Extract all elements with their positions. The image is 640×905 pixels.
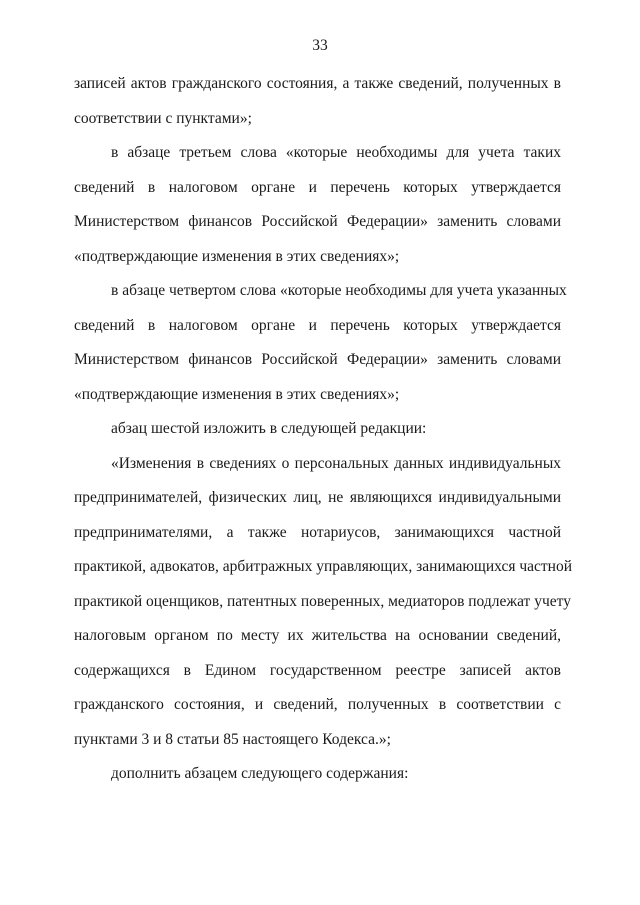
- text-line: гражданского состояния, и сведений, полученных в соответствии с: [74, 696, 561, 713]
- text-line: практикой, адвокатов, арбитражных управляющих, занимающихся частной: [74, 558, 572, 575]
- text-line: предпринимателей, физических лиц, не являющихся индивидуальными: [74, 489, 561, 506]
- text-line: «Изменения в сведениях о персональных данных индивидуальных: [111, 454, 561, 472]
- text-line: записей актов гражданского состояния, а также сведений, полученных в: [74, 75, 561, 92]
- text-line: сведений в налоговом органе и перечень которых утверждается: [74, 178, 561, 196]
- document-body: [74, 74, 572, 799]
- text-line: «подтверждающие изменения в этих сведениях»;: [74, 385, 400, 403]
- text-line: Министерством финансов Российской Федерации» заменить словами: [74, 213, 561, 230]
- text-line: дополнить абзацем следующего содержания:: [111, 765, 409, 782]
- text-line: соответствии с пунктами»;: [74, 109, 252, 127]
- text-line: налоговым органом по месту их жительства на основании сведений,: [74, 627, 561, 644]
- text-line: в абзаце третьем слова «которые необходимы для учета таких: [111, 144, 561, 161]
- text-line: в абзаце четвертом слова «которые необходимы для учета указанных: [111, 282, 567, 299]
- text-line: Министерством финансов Российской Федерации» заменить словами: [74, 351, 561, 368]
- text-line: абзац шестой изложить в следующей редакции:: [111, 420, 427, 437]
- text-line: пунктами 3 и 8 статьи 85 настоящего Кодекса.»;: [74, 730, 391, 748]
- text-line: практикой оценщиков, патентных поверенных, медиаторов подлежат учету: [74, 592, 571, 610]
- text-line: предпринимателями, а также нотариусов, занимающихся частной: [74, 523, 561, 541]
- text-line: сведений в налоговом органе и перечень которых утверждается: [74, 316, 561, 334]
- text-line: «подтверждающие изменения в этих сведениях»;: [74, 247, 400, 265]
- page-number: 33: [312, 37, 328, 54]
- text-line: содержащихся в Едином государственном реестре записей актов: [74, 661, 561, 679]
